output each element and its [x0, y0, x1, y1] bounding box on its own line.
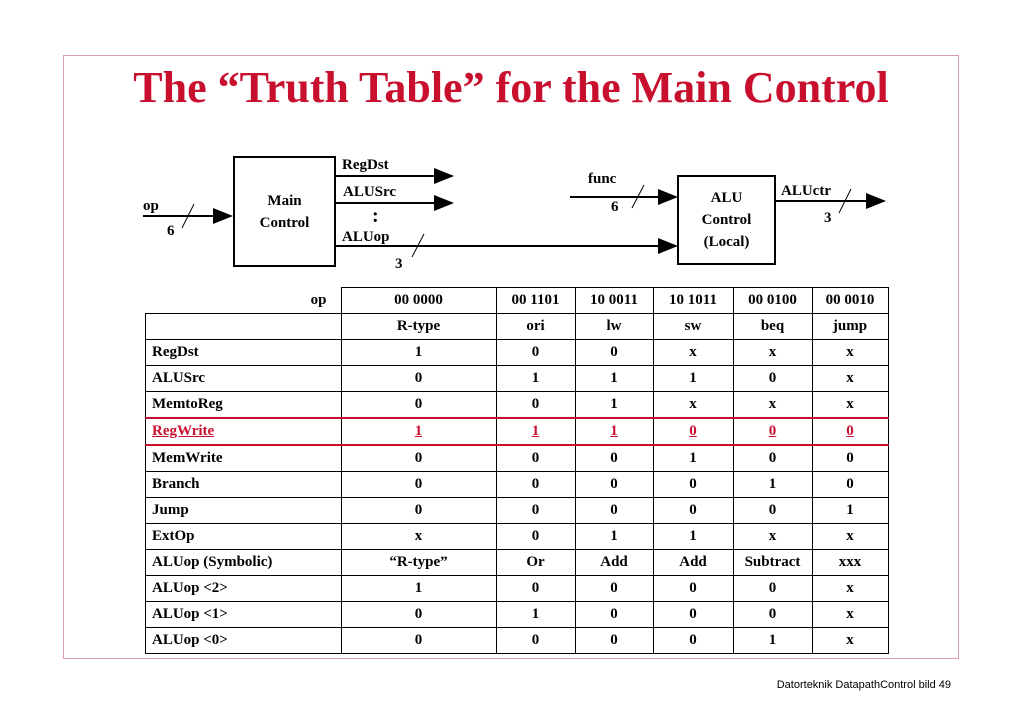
signal-value-cell: x [812, 524, 888, 550]
signal-value-cell: 0 [653, 472, 733, 498]
opcode-cell: 10 0011 [575, 288, 653, 314]
signal-row-aluop-2 [146, 576, 889, 602]
signal-value-cell: 0 [733, 418, 812, 445]
signal-value-cell: 0 [575, 445, 653, 472]
signal-value-cell: 0 [341, 628, 496, 654]
main-control-box [233, 156, 336, 267]
instruction-cell: ori [496, 314, 575, 340]
signal-row-regdst [146, 340, 889, 366]
signal-value-cell: 1 [496, 418, 575, 445]
signal-value-cell: 0 [496, 445, 575, 472]
alu-control-box [677, 175, 776, 265]
signal-value-cell: 0 [575, 576, 653, 602]
op-header: op [146, 288, 342, 314]
signal-value-cell: 0 [496, 524, 575, 550]
signal-name: RegDst [146, 340, 342, 366]
signal-value-cell: x [733, 340, 812, 366]
signal-value-cell: x [812, 392, 888, 419]
signal-name: ALUop <0> [146, 628, 342, 654]
signal-value-cell: 0 [341, 392, 496, 419]
signal-value-cell: xxx [812, 550, 888, 576]
regdst-label: RegDst [342, 157, 389, 173]
instruction-header [146, 314, 342, 340]
instruction-cell: sw [653, 314, 733, 340]
signal-value-cell: x [812, 366, 888, 392]
signal-value-cell: Add [575, 550, 653, 576]
main-control-label-line1: Main [267, 192, 302, 209]
signal-name: ALUop <2> [146, 576, 342, 602]
signal-value-cell: 0 [812, 445, 888, 472]
signal-value-cell: 1 [653, 445, 733, 472]
alu-control-label-line2: Control [701, 212, 752, 228]
signal-name: RegWrite [146, 418, 342, 445]
aluop-label: ALUop [342, 229, 390, 245]
signal-value-cell: 0 [341, 472, 496, 498]
signal-row-aluop-0 [146, 628, 889, 654]
signal-name: MemWrite [146, 445, 342, 472]
signal-name: MemtoReg [146, 392, 342, 419]
alu-control-label-line3: (Local) [703, 234, 750, 250]
signal-value-cell: 1 [341, 576, 496, 602]
signal-value-cell: 0 [575, 498, 653, 524]
signal-value-cell: x [812, 602, 888, 628]
signal-value-cell: x [653, 392, 733, 419]
opcode-cell: 00 0100 [733, 288, 812, 314]
aluop-width-label: 3 [395, 256, 403, 272]
signal-value-cell: 1 [575, 524, 653, 550]
signal-value-cell: 0 [733, 602, 812, 628]
signal-value-cell: x [812, 576, 888, 602]
signal-value-cell: x [341, 524, 496, 550]
signal-value-cell: x [653, 340, 733, 366]
signal-value-cell: 0 [496, 628, 575, 654]
signal-value-cell: 0 [812, 472, 888, 498]
signal-name: ExtOp [146, 524, 342, 550]
alu-control-label-line1: ALU [710, 190, 743, 206]
signal-value-cell: 0 [341, 602, 496, 628]
signal-value-cell: 0 [575, 628, 653, 654]
signal-value-cell: Or [496, 550, 575, 576]
ellipsis-label: : [372, 205, 379, 227]
alusrc-label: ALUSrc [343, 184, 397, 200]
signal-value-cell: 0 [496, 392, 575, 419]
signal-value-cell: “R-type” [341, 550, 496, 576]
signal-value-cell: 1 [575, 392, 653, 419]
signal-row-alusrc [146, 366, 889, 392]
truth-table [145, 287, 889, 654]
op-label: op [143, 198, 159, 214]
instruction-row [146, 314, 889, 340]
signal-value-cell: 1 [653, 524, 733, 550]
func-label: func [588, 171, 617, 187]
signal-value-cell: 1 [733, 628, 812, 654]
signal-row-regwrite [146, 418, 889, 445]
signal-value-cell: 0 [575, 602, 653, 628]
signal-value-cell: x [733, 392, 812, 419]
signal-value-cell: 0 [733, 366, 812, 392]
aluctr-width-label: 3 [824, 210, 832, 226]
signal-name: ALUop <1> [146, 602, 342, 628]
signal-value-cell: 1 [733, 472, 812, 498]
main-control-label-line2: Control [259, 214, 310, 231]
signal-value-cell: 1 [653, 366, 733, 392]
signal-value-cell: 0 [341, 366, 496, 392]
signal-value-cell: x [812, 340, 888, 366]
signal-value-cell: 1 [341, 340, 496, 366]
signal-value-cell: 1 [496, 366, 575, 392]
op-width-label: 6 [167, 223, 175, 239]
signal-value-cell: x [733, 524, 812, 550]
signal-value-cell: 0 [653, 576, 733, 602]
signal-row-branch [146, 472, 889, 498]
opcode-cell: 00 0010 [812, 288, 888, 314]
slide-footer: Datorteknik DatapathControl bild 49 [776, 679, 951, 691]
signal-row-jump [146, 498, 889, 524]
signal-row-aluop-1 [146, 602, 889, 628]
instruction-cell: jump [812, 314, 888, 340]
opcode-cell: 00 1101 [496, 288, 575, 314]
signal-value-cell: 0 [496, 498, 575, 524]
signal-name: ALUSrc [146, 366, 342, 392]
signal-value-cell: 0 [812, 418, 888, 445]
instruction-cell: R-type [341, 314, 496, 340]
signal-value-cell: 1 [575, 418, 653, 445]
aluctr-label: ALUctr [781, 183, 831, 199]
signal-value-cell: 0 [341, 498, 496, 524]
opcode-row [146, 288, 889, 314]
signal-value-cell: 0 [496, 576, 575, 602]
signal-value-cell: 0 [653, 602, 733, 628]
signal-value-cell: 1 [341, 418, 496, 445]
signal-value-cell: 0 [733, 445, 812, 472]
signal-row-extop [146, 524, 889, 550]
opcode-cell: 10 1011 [653, 288, 733, 314]
signal-value-cell: 1 [812, 498, 888, 524]
signal-name: ALUop (Symbolic) [146, 550, 342, 576]
func-width-label: 6 [611, 199, 619, 215]
signal-name: Jump [146, 498, 342, 524]
signal-value-cell: 0 [496, 340, 575, 366]
instruction-cell: lw [575, 314, 653, 340]
signal-value-cell: 0 [496, 472, 575, 498]
signal-row-memtoreg [146, 392, 889, 419]
signal-row-aluop-symbolic [146, 550, 889, 576]
instruction-cell: beq [733, 314, 812, 340]
signal-value-cell: 0 [653, 498, 733, 524]
signal-value-cell: Add [653, 550, 733, 576]
signal-value-cell: Subtract [733, 550, 812, 576]
signal-value-cell: x [812, 628, 888, 654]
signal-value-cell: 0 [733, 498, 812, 524]
opcode-cell: 00 0000 [341, 288, 496, 314]
slide-title: The “Truth Table” for the Main Control [133, 63, 889, 112]
signal-value-cell: 0 [653, 418, 733, 445]
signal-value-cell: 1 [496, 602, 575, 628]
signal-value-cell: 0 [733, 576, 812, 602]
signal-value-cell: 0 [653, 628, 733, 654]
signal-row-memwrite [146, 445, 889, 472]
signal-value-cell: 0 [575, 340, 653, 366]
signal-name: Branch [146, 472, 342, 498]
signal-value-cell: 0 [341, 445, 496, 472]
signal-value-cell: 0 [575, 472, 653, 498]
signal-value-cell: 1 [575, 366, 653, 392]
